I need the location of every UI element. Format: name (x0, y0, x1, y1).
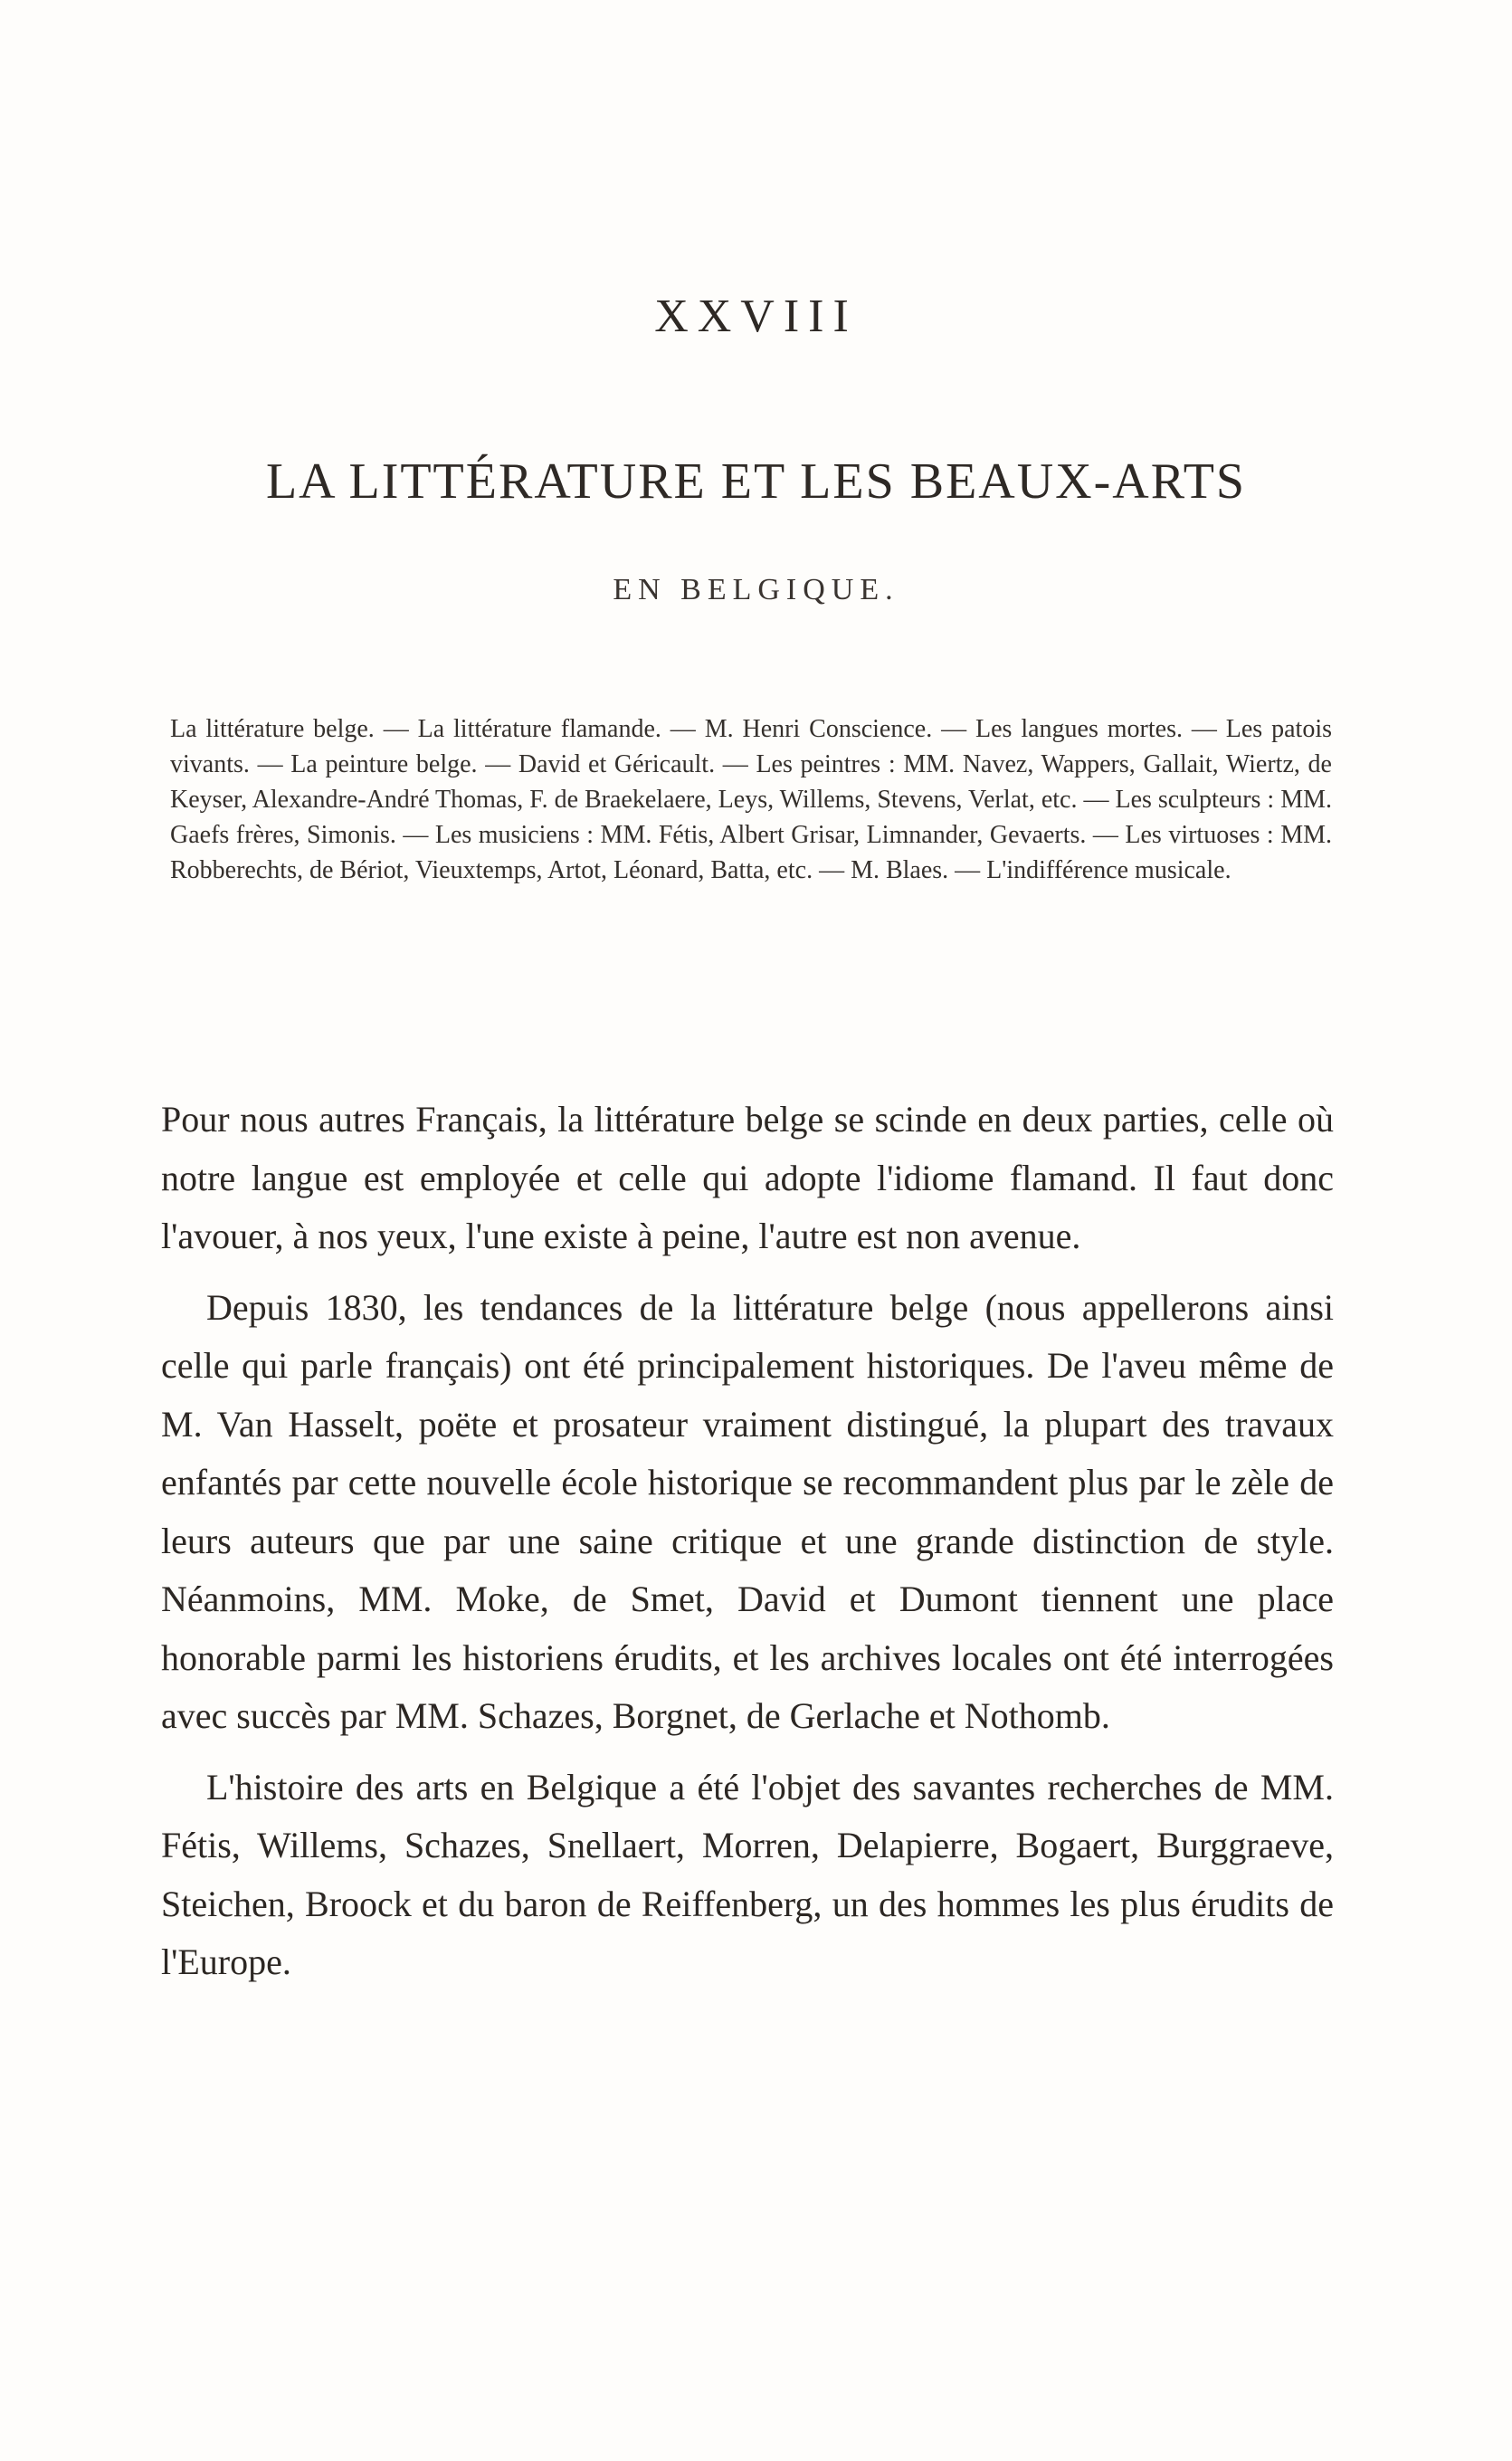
body-text (161, 1091, 1334, 1992)
paragraph: L'histoire des arts en Belgique a été l'objet des savantes recherches de MM. Fétis, Willems, Schazes, Snellaert, Morren, Delapierre, Bogaert, Burggraeve, Steichen, Broock et du baron de Reiffenberg, un des hommes les plus érudits de l'Europe. (161, 1766, 1334, 1982)
paragraph: Depuis 1830, les tendances de la littérature belge (nous appellerons ainsi celle qui parle français) ont été principalement historiques. De l'aveu même de M. Van Hasselt, poëte et prosateur vraiment distingué, la plupart des travaux enfantés par cette nouvelle école historique se recommandent plus par le zèle de leurs auteurs que par une saine critique et une grande distinction de style. Néanmoins, MM. Moke, de Smet, David et Dumont tiennent une place honorable parmi les historiens érudits, et les archives locales ont été interrogées avec succès par MM. Schazes, Borgnet, de Gerlache et Nothomb. (161, 1286, 1334, 1736)
chapter-summary: La littérature belge. — La littérature flamande. — M. Henri Conscience. — Les langues mortes. — Les patois vivants. — La peinture belge. — David et Géricault. — Les peintres : MM. Navez, Wappers, Gallait, Wiertz, de Keyser, Alexandre-André Thomas, F. de Braekelaere, Leys, Willems, Stevens, Verlat, etc. — Les sculpteurs : MM. Gaefs frères, Simonis. — Les musiciens : MM. Fétis, Albert Grisar, Limnander, Gevaerts. — Les virtuoses : MM. Robberechts, de Bériot, Vieuxtemps, Artot, Léonard, Batta, etc. — M. Blaes. — L'indifférence musicale. (170, 715, 1332, 884)
chapter-number: XXVIII (654, 291, 858, 342)
chapter-subtitle: EN BELGIQUE. (613, 573, 899, 606)
paragraph: Pour nous autres Français, la littérature belge se scinde en deux parties, celle où notre langue est employée et celle qui adopte l'idiome flamand. Il faut donc l'avouer, à nos yeux, l'une existe à peine, l'autre est non avenue. (161, 1099, 1334, 1256)
chapter-title: LA LITTÉRATURE ET LES BEAUX-ARTS (265, 453, 1247, 510)
